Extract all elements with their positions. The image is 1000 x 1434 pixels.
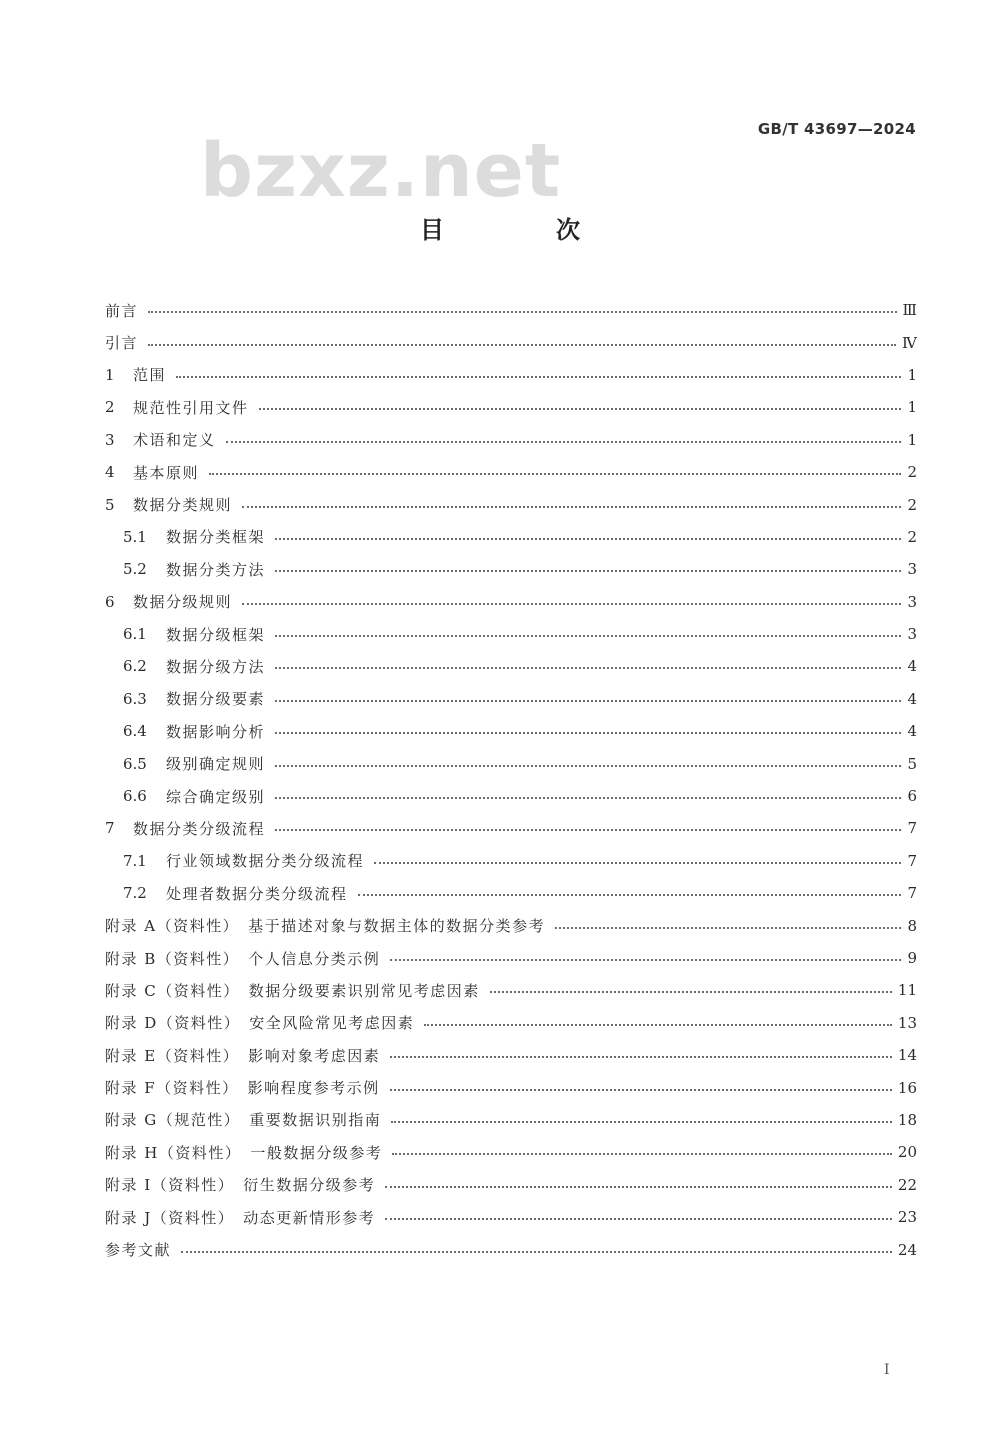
toc-entry-label: 参考文献	[105, 1241, 172, 1260]
toc-entry[interactable]	[105, 877, 917, 909]
dot-leader	[392, 1153, 892, 1155]
toc-entry[interactable]	[105, 715, 917, 747]
toc-entry[interactable]	[105, 683, 917, 715]
toc-entry-label: 附录 E（资料性） 影响对象考虑因素	[105, 1046, 381, 1065]
toc-entry-number: 4	[105, 463, 115, 482]
toc-entry-page: 3	[907, 625, 917, 644]
toc-entry-page: 23	[897, 1208, 917, 1227]
toc-entry-number: 6.2	[123, 657, 147, 676]
toc-entry-label: 数据分类框架	[166, 528, 266, 547]
toc-entry-page: 9	[907, 949, 917, 967]
toc-entry-label: 数据分级要素	[166, 690, 266, 709]
toc-entry-number: 6.4	[123, 722, 147, 741]
toc-entry-label: 基本原则	[133, 463, 200, 482]
toc-entry-label: 处理者数据分类分级流程	[166, 884, 348, 903]
dot-leader	[275, 635, 901, 637]
toc-entry-page: 14	[897, 1046, 917, 1065]
toc-entry-page: 20	[897, 1143, 917, 1162]
toc-entry-label: 行业领域数据分类分级流程	[166, 852, 365, 871]
toc-entry[interactable]	[105, 521, 917, 553]
dot-leader	[390, 959, 901, 961]
dot-leader	[275, 732, 901, 734]
toc-entry[interactable]	[105, 1136, 917, 1168]
dot-leader	[275, 829, 901, 831]
toc-entry-label: 范围	[133, 366, 167, 385]
toc-entry-page: 7	[907, 819, 917, 838]
toc-entry-page: 4	[907, 689, 917, 708]
toc-entry-number: 6	[105, 592, 115, 611]
dot-leader	[385, 1186, 892, 1188]
toc-entry[interactable]	[105, 974, 917, 1006]
toc-entry-label: 附录 F（资料性） 影响程度参考示例	[105, 1079, 380, 1098]
toc-entry-page: 1	[907, 430, 917, 449]
toc-entry-page: 4	[907, 722, 917, 741]
toc-entry-page: 3	[907, 592, 917, 611]
toc-entry-label: 级别确定规则	[166, 755, 266, 774]
toc-entry[interactable]	[105, 1039, 917, 1071]
dot-leader	[275, 700, 901, 702]
toc-entry-number: 5.2	[123, 560, 147, 579]
toc-entry-page: 6	[907, 787, 917, 806]
toc-entry-number: 6.3	[123, 689, 147, 708]
toc-entry-number: 1	[105, 365, 115, 384]
dot-leader	[391, 1121, 892, 1123]
toc-entry-page: 7	[907, 884, 917, 903]
dot-leader	[275, 667, 901, 669]
watermark: bzxz.net	[200, 128, 562, 214]
toc-entry[interactable]	[105, 1201, 917, 1233]
toc-entry-page: 7	[907, 851, 917, 870]
toc-entry-page: Ⅲ	[902, 301, 917, 320]
toc-entry[interactable]	[105, 294, 917, 326]
toc-entry-page: 5	[907, 754, 917, 773]
dot-leader	[259, 408, 901, 410]
toc-entry-label: 附录 B（资料性） 个人信息分类示例	[105, 949, 381, 968]
dot-leader	[358, 894, 901, 896]
toc-entry-label: 数据分级方法	[166, 657, 266, 676]
toc-entry-label: 附录 C（资料性） 数据分级要素识别常见考虑因素	[105, 981, 480, 1000]
toc-entry-number: 3	[105, 430, 115, 449]
toc-entry-label: 附录 H（资料性） 一般数据分级参考	[105, 1143, 383, 1162]
toc-entry[interactable]	[105, 456, 917, 488]
toc-entry-label: 数据分级规则	[133, 593, 233, 612]
toc-entry[interactable]	[105, 812, 917, 844]
toc-entry[interactable]	[105, 359, 917, 391]
standard-code: GB/T 43697—2024	[757, 120, 916, 138]
toc-title: 目 次	[420, 216, 624, 244]
toc-entry-page: 2	[907, 463, 917, 482]
toc-entry-number: 2	[105, 398, 115, 417]
toc-entry-page: 22	[897, 1175, 917, 1194]
toc-entry-number: 7.2	[123, 884, 147, 903]
dot-leader	[490, 991, 892, 993]
dot-leader	[226, 441, 901, 443]
toc-entry-label: 数据分类规则	[133, 496, 233, 515]
dot-leader	[275, 570, 901, 572]
toc-entry-label: 附录 D（资料性） 安全风险常见考虑因素	[105, 1014, 415, 1033]
dot-leader	[275, 797, 901, 799]
toc-entry-page: 3	[907, 560, 917, 579]
toc-entry-number: 7	[105, 819, 115, 838]
dot-leader	[385, 1218, 892, 1220]
toc-entry-page: 4	[907, 657, 917, 676]
toc-entry-label: 数据分级框架	[166, 625, 266, 644]
dot-leader	[424, 1024, 892, 1026]
toc-entry-page: 16	[897, 1078, 917, 1097]
dot-leader	[148, 311, 897, 313]
dot-leader	[176, 376, 901, 378]
dot-leader	[181, 1251, 892, 1253]
toc-entry-page: 11	[897, 981, 917, 1000]
toc-entry[interactable]	[105, 942, 917, 974]
toc-entry[interactable]	[105, 586, 917, 618]
toc-entry-number: 6.1	[123, 625, 147, 644]
toc-entry-page: 2	[907, 495, 917, 514]
toc-entry-label: 前言	[105, 301, 139, 320]
toc-entry-page: 13	[897, 1013, 917, 1032]
toc-entry-number: 7.1	[123, 851, 147, 870]
toc-entry[interactable]	[105, 909, 917, 941]
toc-entry-page: 24	[897, 1240, 917, 1259]
toc-entry[interactable]	[105, 618, 917, 650]
dot-leader	[275, 538, 901, 540]
toc-entry[interactable]	[105, 553, 917, 585]
toc-entry[interactable]	[105, 1007, 917, 1039]
toc-entry-label: 附录 J（资料性） 动态更新情形参考	[105, 1208, 376, 1227]
toc-entry[interactable]	[105, 650, 917, 682]
toc-entry-page: 1	[907, 398, 917, 417]
toc-entry-label: 附录 G（规范性） 重要数据识别指南	[105, 1111, 382, 1130]
toc-entry-label: 综合确定级别	[166, 787, 266, 806]
toc-entry[interactable]	[105, 747, 917, 779]
dot-leader	[148, 344, 896, 346]
dot-leader	[390, 1089, 892, 1091]
toc-entry-label: 规范性引用文件	[133, 398, 249, 417]
toc-entry-label: 附录 A（资料性） 基于描述对象与数据主体的数据分类参考	[105, 917, 546, 936]
toc-entry-label: 数据分类方法	[166, 560, 266, 579]
footer-page-number: I	[884, 1362, 890, 1378]
toc-entry[interactable]	[105, 391, 917, 423]
toc-entry-label: 数据影响分析	[166, 722, 266, 741]
toc-entry[interactable]	[105, 845, 917, 877]
toc-entry-number: 5	[105, 495, 115, 514]
toc-entry-number: 6.6	[123, 787, 147, 806]
dot-leader	[555, 927, 901, 929]
toc-entry[interactable]	[105, 424, 917, 456]
dot-leader	[374, 862, 901, 864]
toc-entry[interactable]	[105, 1169, 917, 1201]
toc-entry-page: Ⅳ	[902, 333, 917, 352]
dot-leader	[275, 765, 901, 767]
toc-entry-page: 1	[907, 365, 917, 384]
table-of-contents	[105, 294, 917, 1266]
dot-leader	[390, 1056, 892, 1058]
toc-entry[interactable]	[105, 1071, 917, 1103]
dot-leader	[242, 603, 901, 605]
toc-entry-page: 2	[907, 527, 917, 546]
toc-entry-label: 引言	[105, 334, 139, 353]
toc-entry[interactable]	[105, 488, 917, 520]
toc-entry-number: 5.1	[123, 527, 147, 546]
toc-entry-number: 6.5	[123, 754, 147, 773]
toc-entry[interactable]	[105, 1233, 917, 1265]
toc-entry[interactable]	[105, 780, 917, 812]
toc-entry-label: 附录 I（资料性） 衍生数据分级参考	[105, 1176, 376, 1195]
toc-entry-page: 18	[897, 1110, 917, 1129]
toc-entry[interactable]	[105, 326, 917, 358]
toc-entry-page: 8	[907, 916, 917, 935]
toc-entry-label: 数据分类分级流程	[133, 819, 266, 838]
toc-entry[interactable]	[105, 1104, 917, 1136]
dot-leader	[209, 473, 901, 475]
toc-entry-label: 术语和定义	[133, 431, 216, 450]
dot-leader	[242, 506, 901, 508]
